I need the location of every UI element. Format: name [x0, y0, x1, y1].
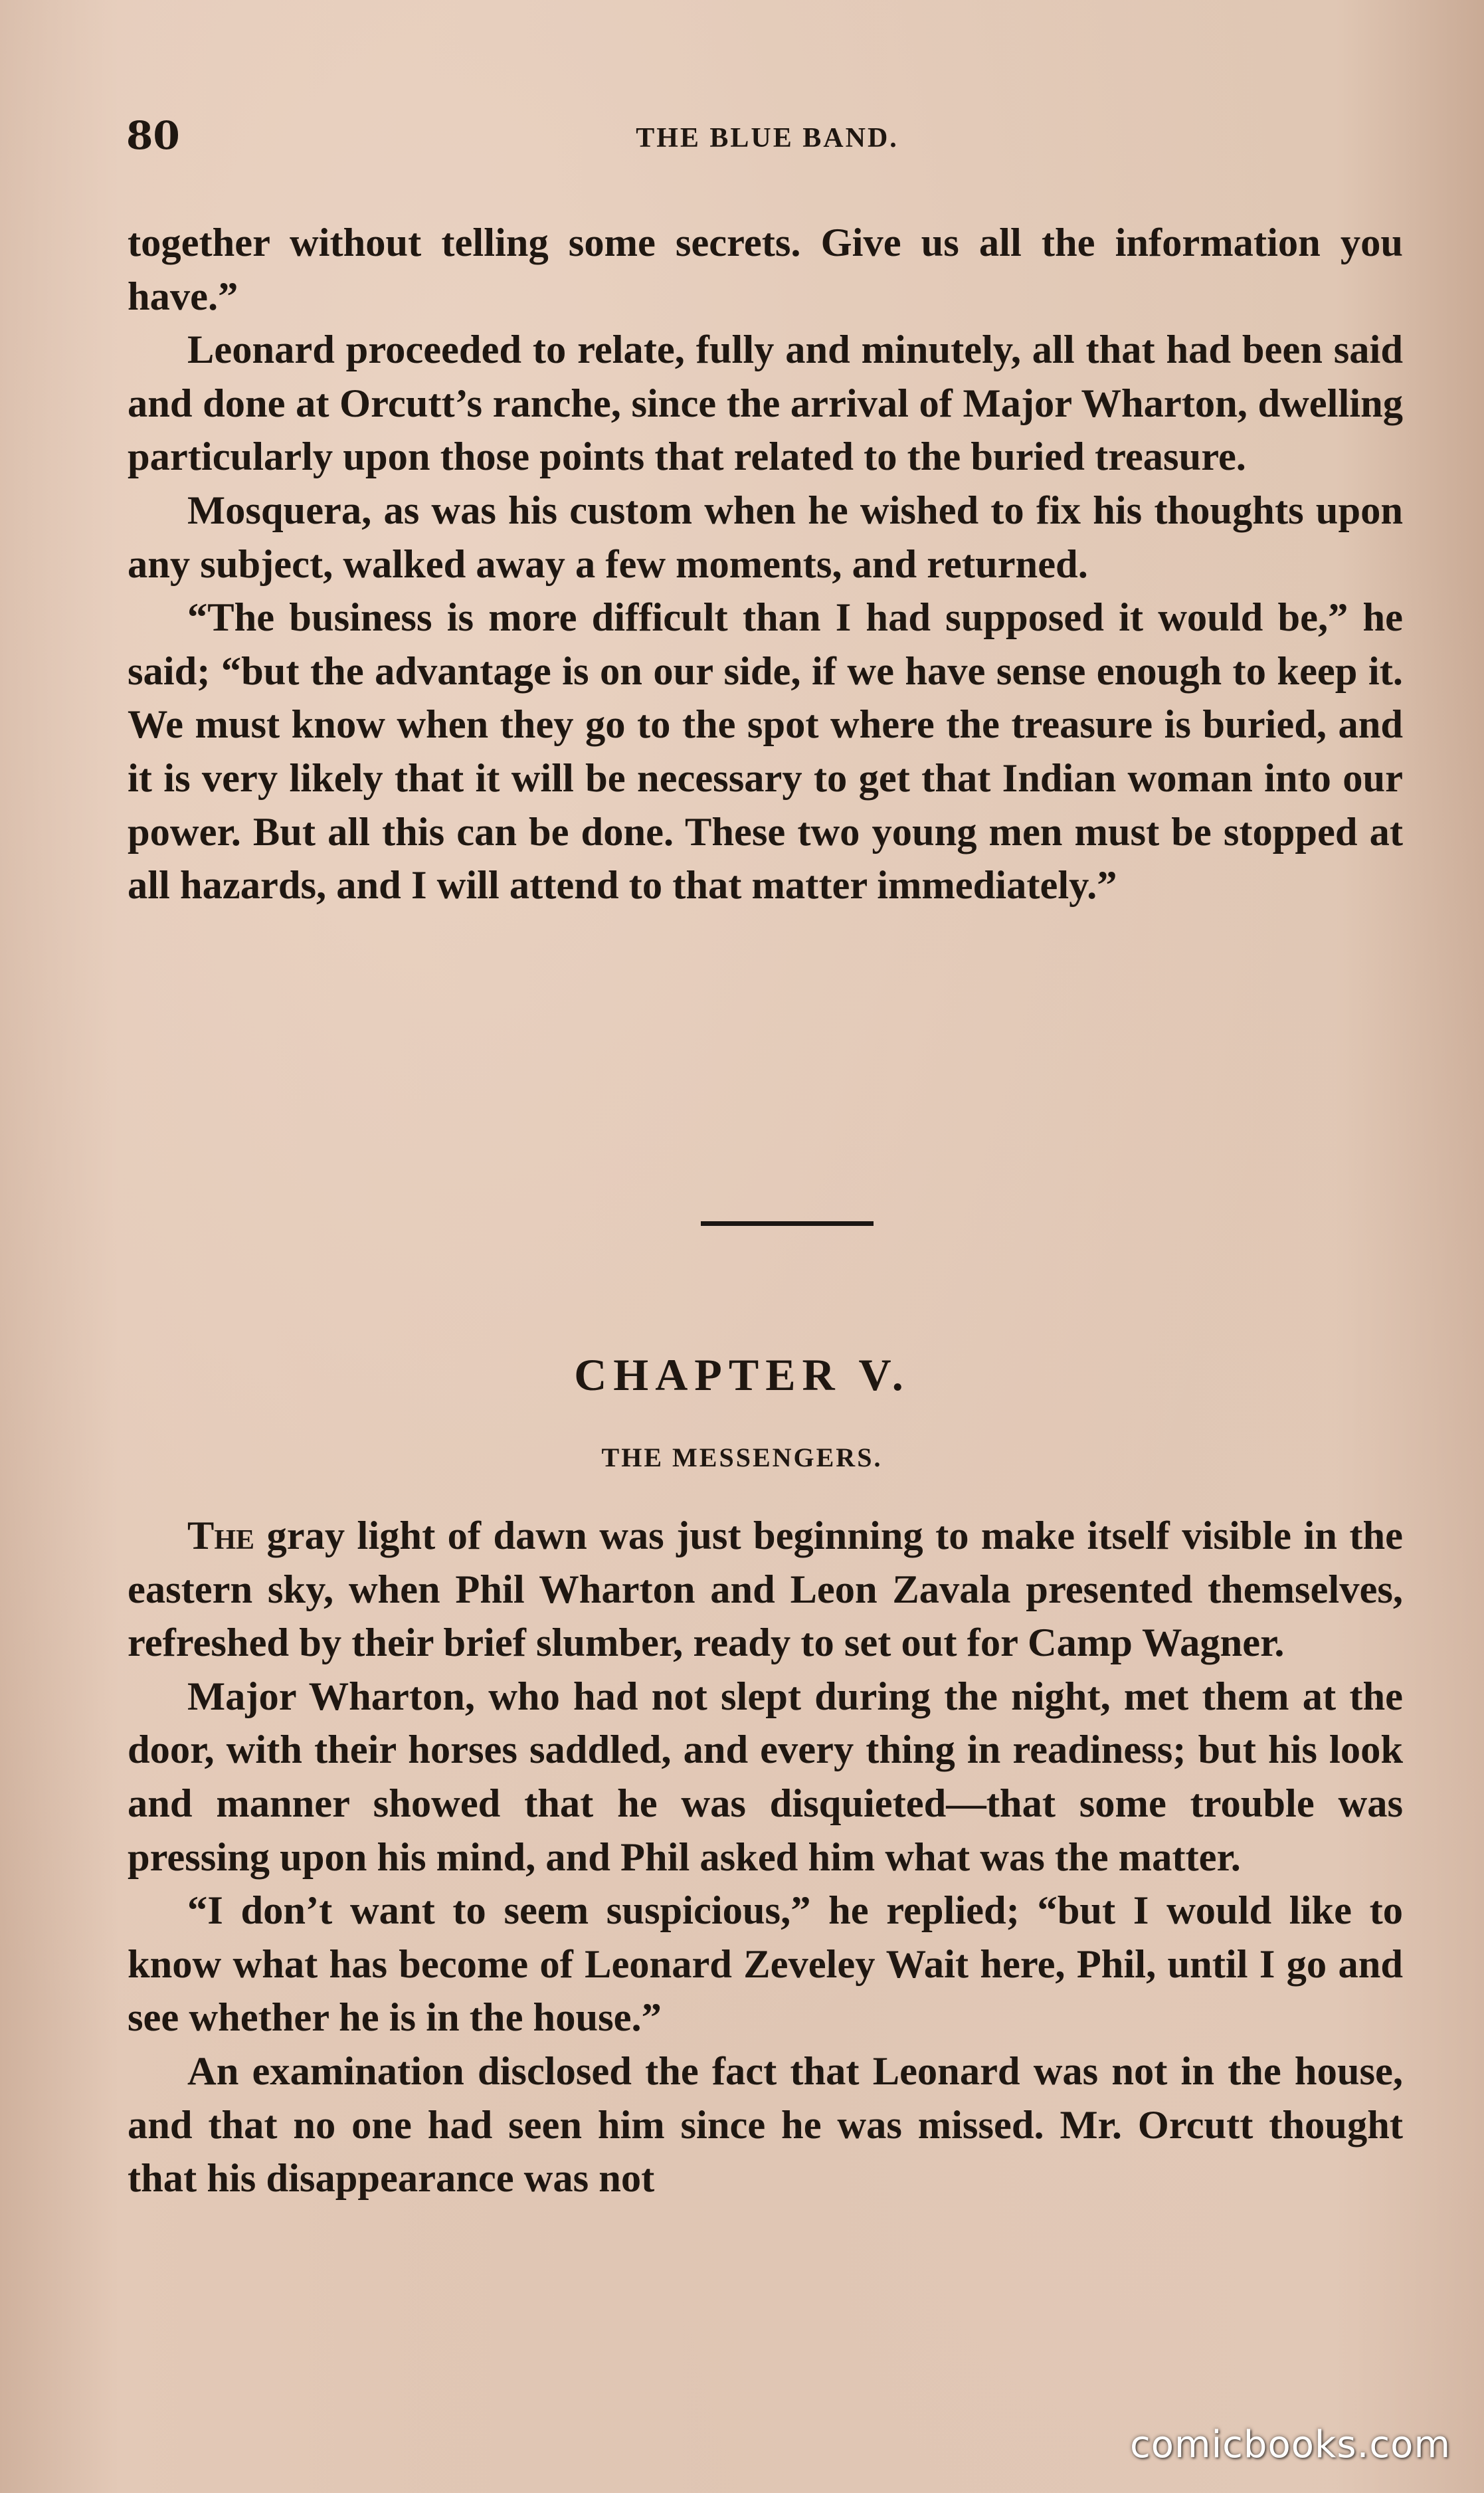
text-section-2	[128, 1510, 1403, 2206]
paragraph: Mosquera, as was his custom when he wished to fix his thoughts upon any subject, walked away a few moments, and returned.	[128, 488, 1403, 587]
watermark: comicbooks.com	[1129, 2423, 1451, 2466]
paragraph: together without telling some secrets. Give us all the information you have.”	[128, 221, 1403, 319]
page-header	[126, 113, 1408, 166]
paragraph-text: gray light of dawn was just beginning to make itself visible in the eastern sky, when Phil Wharton and Leon Zavala presented themselves, refreshed by their brief slumber, ready to set out for Camp Wagner.	[128, 1514, 1403, 1666]
paragraph: “The business is more difficult than I had supposed it would be,” he said; “but the advantage is on our side, if we have sense enough to keep it. We must know when they go to the spot where the treasure is buried, and it is very likely that it will be necessary to get that Indian woman into our power. But all this can be done. These two young men must be stopped at all hazards, and I will attend to that matter immediately.”	[128, 595, 1403, 908]
page-number: 80	[126, 113, 180, 158]
running-head: THE BLUE BAND.	[636, 123, 899, 153]
chapter-subtitle: THE MESSENGERS.	[601, 1443, 883, 1472]
paragraph: Leonard proceeded to relate, fully and minutely, all that had been said and done at Orcutt’s ranche, since the arrival of Major Wharton, dwelling particularly upon those points that related to the buried treasure.	[128, 328, 1403, 480]
section-divider	[701, 1221, 874, 1226]
chapter-title: CHAPTER V.	[574, 1349, 910, 1400]
text-section-1	[128, 217, 1403, 913]
chapter-first-word: The	[187, 1514, 255, 1558]
paragraph: Major Wharton, who had not slept during the night, met them at the door, with their horses saddled, and every thing in readiness; but his look and manner showed that he was disquieted—that some trouble was pressing upon his mind, and Phil asked him what was the matter.	[128, 1674, 1403, 1880]
paragraph: An examination disclosed the fact that Leonard was not in the house, and that no one had seen him since he was missed. Mr. Orcutt thought that his disappearance was not	[128, 2048, 1403, 2201]
paragraph	[128, 1510, 1403, 1670]
paragraph: “I don’t want to seem suspicious,” he replied; “but I would like to know what has become of Leonard Zeveley Wait here, Phil, until I go and see whether he is in the house.”	[128, 1888, 1403, 2041]
